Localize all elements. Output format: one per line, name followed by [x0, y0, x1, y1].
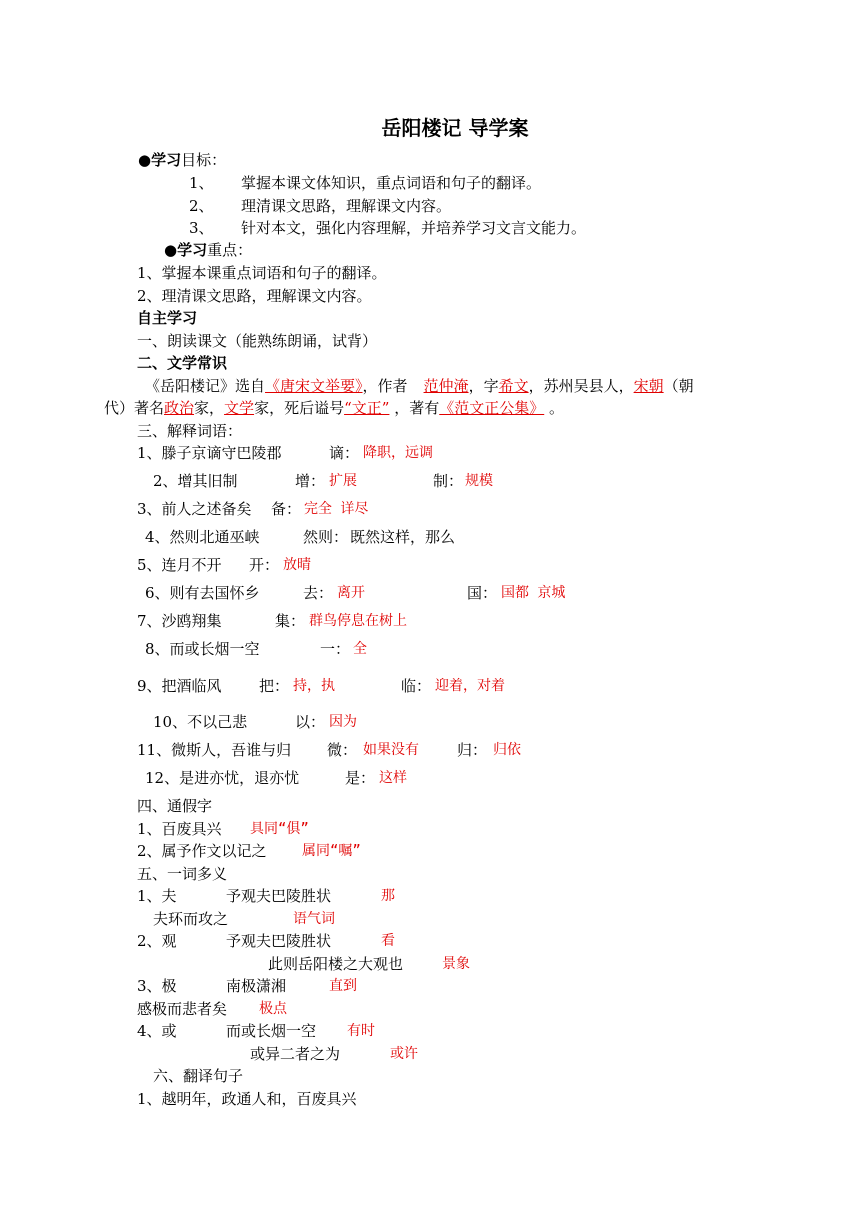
vocab-item: 6、则有去国怀乡 去： 离开 国： 国都 京城	[145, 584, 566, 602]
lit-answer: 希文	[498, 377, 529, 395]
lit-answer: 《范文正公集》	[439, 399, 545, 417]
focus-heading: ●学习重点：	[164, 241, 253, 259]
polysemy-item: 此则岳阳楼之大观也 景象	[268, 955, 470, 973]
vocab-item: 5、连月不开 开： 放晴	[137, 556, 311, 574]
tongjia-item: 2、属予作文以记之 属同“嘱”	[137, 842, 361, 860]
lit-answer: 文学	[224, 399, 255, 417]
section-heading: 三、解释词语：	[137, 422, 243, 440]
vocab-item: 4、然则北通巫峡 然则： 既然这样，那么	[145, 528, 456, 546]
polysemy-item: 感极而悲者矣 极点	[137, 1000, 287, 1018]
polysemy-item: 3、极 南极潇湘 直到	[137, 977, 357, 995]
goal-item: 1、 掌握本课文体知识，重点词语和句子的翻译。	[189, 174, 542, 192]
polysemy-item: 2、观 予观夫巴陵胜状 看	[137, 932, 395, 950]
goal-item: 3、 针对本文，强化内容理解，并培养学习文言文能力。	[189, 219, 587, 237]
lit-answer: 政治	[164, 399, 195, 417]
section-heading: 一、朗读课文（能熟练朗诵，试背）	[137, 332, 378, 350]
lit-paragraph-line2: 代）著名政治家，文学家，死后谥号“文正” ，著有《范文正公集》 。	[104, 399, 564, 417]
vocab-item: 12、是进亦忧，退亦忧 是： 这样	[145, 769, 407, 787]
vocab-item: 7、沙鸥翔集 集： 群鸟停息在树上	[137, 612, 407, 630]
vocab-item: 10、不以己悲 以： 因为	[153, 713, 357, 731]
lit-paragraph-line1: 《岳阳楼记》选自《唐宋文举要》，作者 范仲淹，字希文，苏州吴县人，宋朝（朝	[145, 377, 694, 395]
translate-item: 1、越明年，政通人和，百废具兴	[137, 1090, 357, 1108]
polysemy-item: 1、夫 予观夫巴陵胜状 那	[137, 887, 395, 905]
goals-heading: ●学习目标：	[138, 151, 227, 169]
goal-item: 2、 理清课文思路，理解课文内容。	[189, 197, 452, 215]
vocab-item: 11、微斯人，吾谁与归 微： 如果没有 归： 归依	[137, 741, 521, 759]
section-heading: 六、翻译句子	[153, 1067, 244, 1085]
vocab-item: 8、而或长烟一空 一： 全	[145, 640, 367, 658]
section-heading: 二、文学常识	[137, 354, 228, 372]
section-heading: 五、一词多义	[137, 865, 228, 883]
polysemy-item: 或异二者之为 或许	[250, 1045, 418, 1063]
vocab-item: 2、增其旧制 增： 扩展 制： 规模	[153, 472, 493, 490]
vocab-item: 1、滕子京谪守巴陵郡 谪： 降职，远调	[137, 444, 433, 462]
self-study-heading: 自主学习	[137, 309, 198, 327]
lit-answer: 范仲淹	[423, 377, 469, 395]
vocab-item: 3、前人之述备矣 备： 完全 详尽	[137, 500, 369, 518]
lit-answer: 宋朝	[633, 377, 664, 395]
vocab-item: 9、把酒临风 把： 持，执 临： 迎着，对着	[137, 677, 505, 695]
lit-answer: 《唐宋文举要》	[265, 377, 363, 395]
section-heading: 四、通假字	[137, 797, 213, 815]
focus-item: 2、理清课文思路，理解课文内容。	[137, 287, 372, 305]
lit-answer: “文正”	[344, 399, 390, 417]
tongjia-item: 1、百废具兴 具同“俱”	[137, 820, 309, 838]
page-title: 岳阳楼记 导学案	[381, 116, 529, 140]
polysemy-item: 夫环而攻之 语气词	[153, 910, 335, 928]
focus-item: 1、掌握本课重点词语和句子的翻译。	[137, 264, 387, 282]
polysemy-item: 4、或 而或长烟一空 有时	[137, 1022, 375, 1040]
